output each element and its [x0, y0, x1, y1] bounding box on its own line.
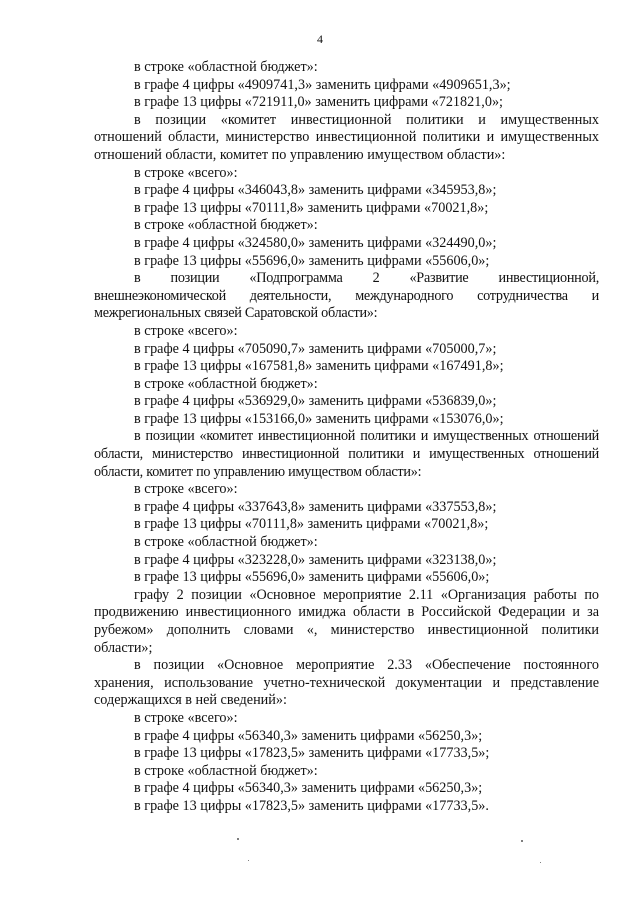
paragraph: в графе 4 цифры «323228,0» заменить цифрами «323138,0»;	[134, 551, 497, 568]
scan-speck	[248, 860, 249, 861]
paragraph: в позиции «комитет инвестиционной политики и имущественных отношений области, министерство инвестиционной политики и имущественных отношений области, комитет по управлению имуществом области»:	[94, 428, 599, 480]
paragraph: в позиции «Подпрограмма 2 «Развитие инвестиционной, внешнеэкономической деятельности, международного сотрудничества и межрегиональных связей Саратовской области»:	[94, 270, 599, 322]
paragraph: в графе 13 цифры «17823,5» заменить цифрами «17733,5»;	[134, 745, 490, 762]
paragraph: в графе 13 цифры «721911,0» заменить цифрами «721821,0»;	[134, 94, 503, 111]
paragraph: графу 2 позиции «Основное мероприятие 2.11 «Организация работы по продвижению инвестиционного имиджа области в Российской Федерации и за рубежом» дополнить словами «, министерство инвестиционной политики области»;	[94, 586, 599, 656]
paragraph: в графе 4 цифры «4909741,3» заменить цифрами «4909651,3»;	[134, 76, 511, 93]
paragraph: в графе 4 цифры «324580,0» заменить цифрами «324490,0»;	[134, 234, 497, 251]
paragraph: в позиции «Основное мероприятие 2.33 «Обеспечение постоянного хранения, использование учетно-технической документации и представление содержащихся в ней сведений»:	[94, 657, 599, 709]
paragraph: в строке «областной бюджет»:	[134, 375, 318, 392]
paragraph: в строке «всего»:	[134, 481, 238, 498]
paragraph: в графе 13 цифры «55696,0» заменить цифрами «55606,0»;	[134, 252, 490, 269]
paragraph: в строке «областной бюджет»:	[134, 59, 318, 75]
paragraph: в графе 4 цифры «56340,3» заменить цифрами «56250,3»;	[134, 727, 483, 744]
document-body	[94, 59, 599, 816]
paragraph: в графе 13 цифры «70111,8» заменить цифрами «70021,8»;	[134, 516, 489, 533]
paragraph: в графе 13 цифры «70111,8» заменить цифрами «70021,8»;	[134, 199, 489, 216]
paragraph: в строке «всего»:	[134, 709, 238, 726]
paragraph: в строке «областной бюджет»:	[134, 217, 318, 234]
paragraph: в графе 4 цифры «56340,3» заменить цифрами «56250,3»;	[134, 780, 483, 797]
paragraph: в строке «областной бюджет»:	[134, 534, 318, 551]
paragraph: в графе 4 цифры «337643,8» заменить цифрами «337553,8»;	[134, 498, 497, 515]
scan-speck	[237, 838, 239, 840]
paragraph: в графе 4 цифры «346043,8» заменить цифрами «345953,8»;	[134, 182, 497, 199]
paragraph: в строке «всего»:	[134, 164, 238, 181]
paragraph: в графе 13 цифры «167581,8» заменить цифрами «167491,8»;	[134, 358, 504, 375]
scan-speck	[521, 840, 523, 842]
scan-speck	[540, 862, 541, 863]
paragraph: в графе 13 цифры «55696,0» заменить цифрами «55606,0»;	[134, 569, 490, 586]
paragraph: в строке «всего»:	[134, 322, 238, 339]
paragraph: в позиции «комитет инвестиционной политики и имущественных отношений области, министерство инвестиционной политики и имущественных отношений области, комитет по управлению имуществом области»:	[94, 111, 599, 163]
paragraph: в строке «областной бюджет»:	[134, 762, 318, 779]
paragraph: в графе 4 цифры «705090,7» заменить цифрами «705000,7»;	[134, 340, 497, 357]
paragraph: в графе 13 цифры «153166,0» заменить цифрами «153076,0»;	[134, 410, 504, 427]
paragraph: в графе 13 цифры «17823,5» заменить цифрами «17733,5».	[134, 797, 489, 814]
paragraph: в графе 4 цифры «536929,0» заменить цифрами «536839,0»;	[134, 393, 497, 410]
page-number: 4	[317, 32, 323, 46]
